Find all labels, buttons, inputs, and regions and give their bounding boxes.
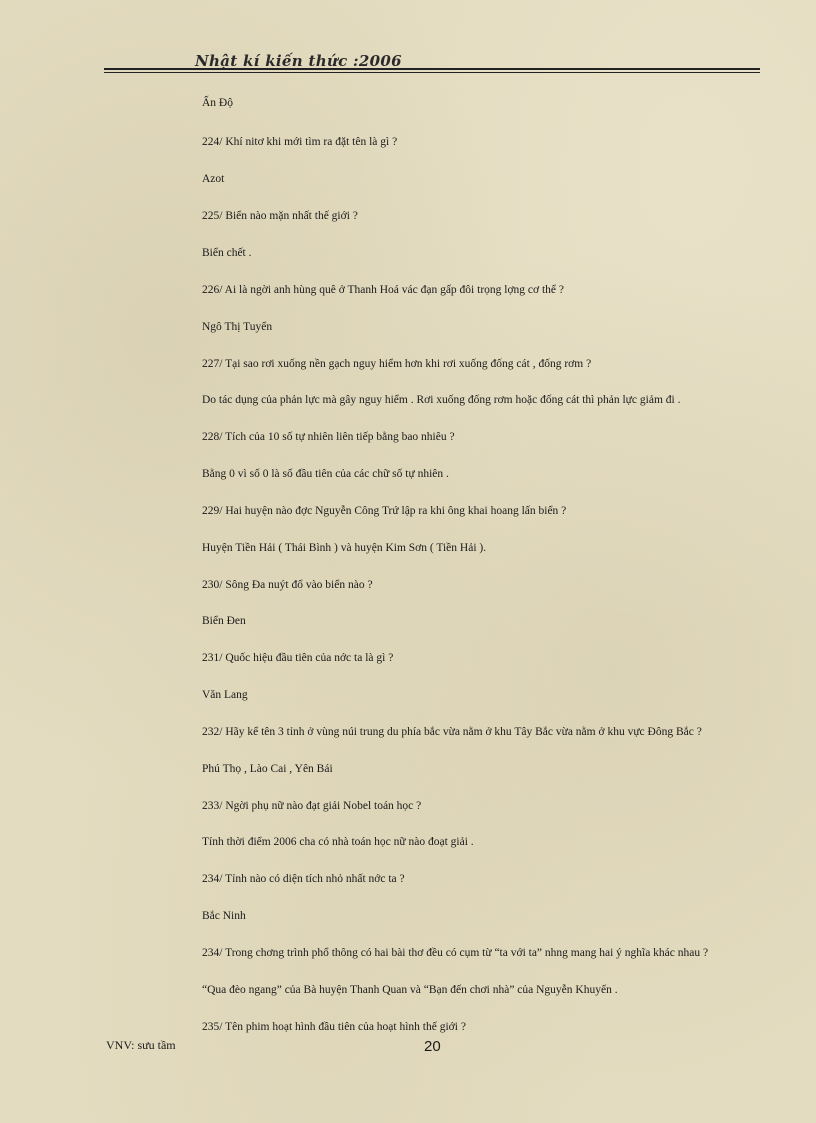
question-line: 232/ Hãy kể tên 3 tỉnh ở vùng núi trung du phía bắc vừa nằm ở khu Tây Bắc vừa nằm ở khu vực Đông Bắc ? — [202, 726, 702, 738]
answer-line: Ngô Thị Tuyển — [202, 321, 273, 333]
answer-line: Bắc Ninh — [202, 910, 246, 922]
answer-line: Do tác dụng của phản lực mà gây nguy hiểm . Rơi xuống đống rơm hoặc đống cát thì phản lực giảm đi . — [202, 394, 681, 406]
footer-credit: VNV: sưu tầm — [106, 1038, 176, 1052]
page-number: 20 — [424, 1038, 441, 1055]
answer-line: Phú Thọ , Lào Cai , Yên Bái — [202, 763, 333, 775]
answer-line: Biển Đen — [202, 615, 246, 627]
answer-line: Ấn Độ — [202, 97, 233, 109]
question-line: 234/ Trong chơng trình phổ thông có hai bài thơ đều có cụm từ “ta với ta” nhng mang hai ý nghĩa khác nhau ? — [202, 947, 709, 959]
question-line: 228/ Tích của 10 số tự nhiên liên tiếp bằng bao nhiêu ? — [202, 431, 455, 443]
question-line: 227/ Tại sao rơi xuống nền gạch nguy hiểm hơn khi rơi xuống đống cát , đống rơm ? — [202, 358, 592, 370]
question-line: 230/ Sông Đa nuýt đổ vào biển nào ? — [202, 579, 373, 591]
question-line: 224/ Khí nitơ khi mới tìm ra đặt tên là gì ? — [202, 136, 398, 148]
answer-line: “Qua đèo ngang” của Bà huyện Thanh Quan và “Bạn đến chơi nhà” của Nguyễn Khuyến . — [202, 984, 618, 996]
question-line: 226/ Ai là ngời anh hùng quê ở Thanh Hoá vác đạn gấp đôi trọng lợng cơ thể ? — [202, 284, 565, 296]
header-title: Nhật kí kiến thức :2006 — [195, 52, 402, 70]
question-line: 233/ Ngời phụ nữ nào đạt giải Nobel toán học ? — [202, 800, 422, 812]
question-line: 225/ Biển nào mặn nhất thế giới ? — [202, 210, 358, 222]
answer-line: Bằng 0 vì số 0 là số đầu tiên của các chữ số tự nhiên . — [202, 468, 449, 480]
question-line: 229/ Hai huyện nào đợc Nguyễn Công Trứ lập ra khi ông khai hoang lấn biển ? — [202, 505, 567, 517]
answer-line: Văn Lang — [202, 689, 248, 701]
answer-line: Azot — [202, 173, 225, 185]
question-line: 234/ Tỉnh nào có diện tích nhỏ nhất nớc ta ? — [202, 873, 405, 885]
answer-line: Tính thời điểm 2006 cha có nhà toán học nữ nào đoạt giải . — [202, 836, 474, 848]
question-line: 231/ Quốc hiệu đầu tiên của nớc ta là gì ? — [202, 652, 394, 664]
answer-line: Huyện Tiền Hải ( Thái Bình ) và huyện Kim Sơn ( Tiền Hải ). — [202, 542, 487, 554]
question-line: 235/ Tên phim hoạt hình đầu tiên của hoạt hình thế giới ? — [202, 1021, 466, 1033]
header-rule — [104, 68, 760, 73]
answer-line: Biển chết . — [202, 247, 252, 259]
